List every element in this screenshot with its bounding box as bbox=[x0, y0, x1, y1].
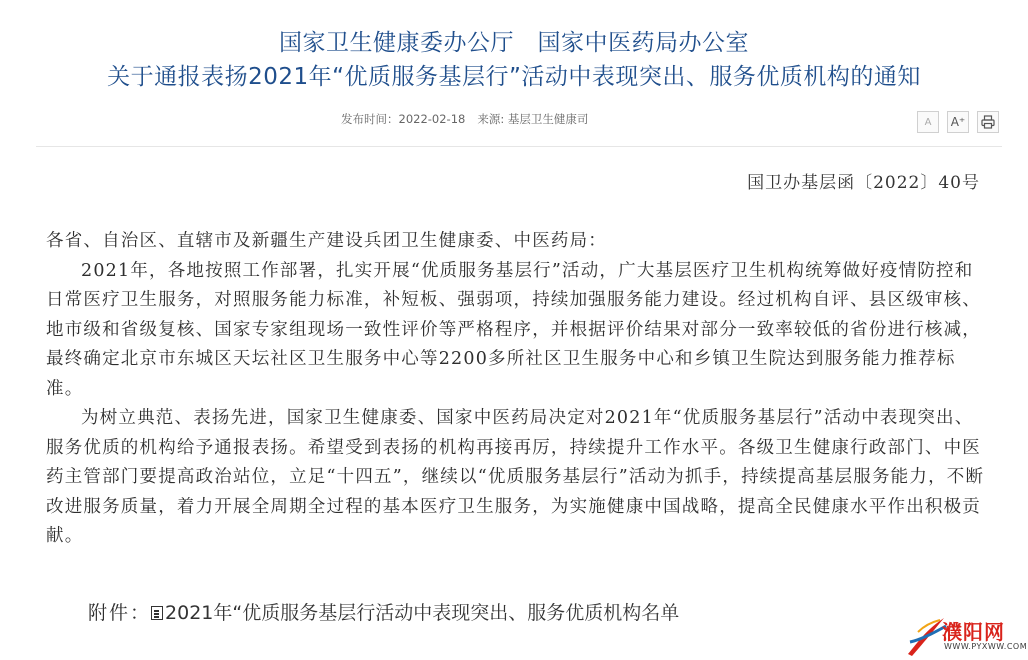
document-body bbox=[46, 227, 992, 552]
publish-date: 2022-02-18 bbox=[398, 112, 466, 126]
print-button[interactable] bbox=[977, 111, 999, 133]
header-divider bbox=[36, 146, 1002, 147]
font-larger-button[interactable]: A⁺ bbox=[947, 111, 969, 133]
article-meta bbox=[341, 111, 588, 127]
printer-icon bbox=[981, 115, 995, 129]
reader-toolbar bbox=[917, 111, 999, 133]
document-icon bbox=[151, 606, 163, 620]
attachment-line bbox=[88, 598, 679, 625]
watermark-name: 濮阳网 bbox=[942, 620, 1005, 644]
document-number: 国卫办基层函〔2022〕40号 bbox=[747, 173, 980, 193]
site-watermark bbox=[904, 612, 1026, 658]
publish-label: 发布时间： bbox=[341, 112, 399, 126]
font-smaller-button[interactable]: A bbox=[917, 111, 939, 133]
notice-title: 关于通报表扬2021年“优质服务基层行”活动中表现突出、服务优质机构的通知 bbox=[107, 64, 921, 90]
issuer-title: 国家卫生健康委办公厅 国家中医药局办公室 bbox=[279, 30, 749, 56]
salutation: 各省、自治区、直辖市及新疆生产建设兵团卫生健康委、中医药局： bbox=[46, 231, 607, 251]
watermark-url: WWW.PYXWW.COM bbox=[944, 642, 1028, 651]
attachment-link[interactable]: 2021年“优质服务基层行活动中表现突出、服务优质机构名单 bbox=[165, 602, 680, 624]
attachment-label: 附件： bbox=[88, 602, 152, 624]
source-label: 来源: bbox=[477, 112, 505, 126]
paragraph-1: 2021年，各地按照工作部署，扎实开展“优质服务基层行”活动，广大基层医疗卫生机构统筹做好疫情防控和日常医疗卫生服务，对照服务能力标准，补短板、强弱项，持续加强服务能力建设。经过机构自评、县区级审核、地市级和省级复核、国家专家组现场一致性评价等严格程序，并根据评价结果对部分一致率较低的省份进行核减，最终确定北京市东城区天坛社区卫生服务中心等2200多所社区卫生服务中心和乡镇卫生院达到服务能力推荐标准。 bbox=[46, 260, 981, 399]
source-value: 基层卫生健康司 bbox=[507, 112, 589, 126]
paragraph-2: 为树立典范、表扬先进，国家卫生健康委、国家中医药局决定对2021年“优质服务基层行”活动中表现突出、服务优质的机构给予通报表扬。希望受到表扬的机构再接再厉，持续提升工作水平。各级卫生健康行政部门、中医药主管部门要提高政治站位，立足“十四五”，继续以“优质服务基层行”活动为抓手，持续提高基层服务能力，不断改进服务质量，着力开展全周期全过程的基本医疗卫生服务，为实施健康中国战略，提高全民健康水平作出积极贡献。 bbox=[46, 408, 985, 546]
